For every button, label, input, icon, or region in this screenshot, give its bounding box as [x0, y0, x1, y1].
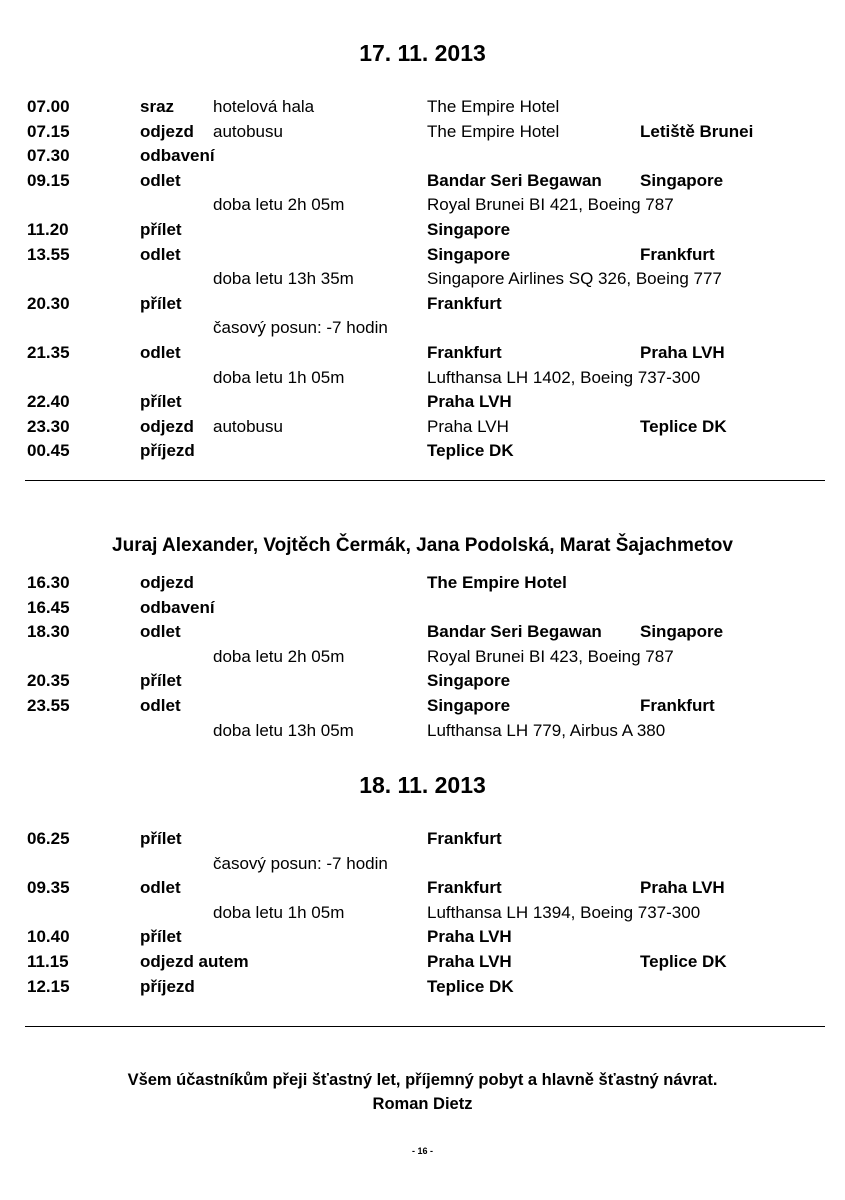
participants-names: Juraj Alexander, Vojtěch Čermák, Jana Podolská, Marat Šajachmetov	[112, 535, 733, 556]
location-cell: Singapore	[427, 671, 511, 691]
location-cell: Lufthansa LH 1402, Boeing 737-300	[427, 367, 701, 387]
action-cell: odlet	[140, 695, 181, 715]
destination-cell: Frankfurt	[640, 695, 715, 715]
action-cell: přílet	[140, 927, 182, 947]
time-cell: 09.15	[27, 170, 70, 190]
itinerary-row	[0, 169, 845, 194]
itinerary-row	[0, 852, 845, 877]
location-cell: Praha LVH	[427, 927, 512, 947]
itinerary-row	[0, 596, 845, 621]
itinerary-row	[0, 193, 845, 218]
divider-1	[25, 480, 825, 481]
time-cell: 11.20	[27, 219, 69, 239]
location-cell: Lufthansa LH 779, Airbus A 380	[427, 720, 666, 740]
action-cell: odjezd	[140, 121, 194, 141]
location-cell: Praha LVH	[427, 416, 509, 436]
location-cell: Bandar Seri Begawan	[427, 170, 602, 190]
itinerary-row	[0, 341, 845, 366]
time-cell: 12.15	[27, 976, 70, 996]
action-cell: odlet	[140, 622, 181, 642]
action-cell: přílet	[140, 392, 182, 412]
itinerary-row	[0, 95, 845, 120]
itinerary-row	[0, 645, 845, 670]
action-cell: přílet	[140, 293, 182, 313]
location-cell: The Empire Hotel	[427, 97, 560, 116]
location-cell: Singapore	[427, 219, 511, 239]
itinerary-row	[0, 144, 845, 169]
closing-wish: Všem účastníkům přeji šťastný let, příjemný pobyt a hlavně šťastný návrat.	[127, 1071, 718, 1089]
time-cell: 10.40	[27, 927, 70, 947]
time-cell: 07.15	[27, 121, 70, 141]
location-cell: Singapore	[427, 695, 511, 715]
location-cell: Singapore	[427, 244, 511, 264]
action-cell: odbavení	[140, 146, 215, 166]
itinerary-row	[0, 120, 845, 145]
itinerary-row	[0, 975, 845, 1000]
divider-2	[25, 1026, 825, 1027]
itinerary-row	[0, 950, 845, 975]
location-cell: Frankfurt	[427, 878, 502, 898]
time-cell: 16.45	[27, 597, 70, 617]
location-cell: Bandar Seri Begawan	[427, 622, 602, 642]
location-cell: Teplice DK	[427, 976, 514, 996]
destination-cell: Teplice DK	[640, 416, 727, 436]
destination-cell: Singapore	[640, 622, 724, 642]
itinerary-row	[0, 218, 845, 243]
location-cell: Frankfurt	[427, 829, 502, 848]
action-cell: příjezd	[140, 441, 195, 461]
itinerary-row	[0, 719, 845, 744]
itinerary-row	[0, 390, 845, 415]
time-cell: 09.35	[27, 878, 70, 898]
action-cell: přílet	[140, 671, 182, 691]
date-heading-1: 17. 11. 2013	[359, 40, 486, 66]
itinerary-row	[0, 571, 845, 596]
itinerary-row	[0, 925, 845, 950]
action-cell: odlet	[140, 244, 181, 264]
itinerary-row	[0, 316, 845, 341]
detail-cell: doba letu 13h 05m	[213, 720, 354, 740]
itinerary-table-3	[0, 827, 845, 999]
location-cell: Frankfurt	[427, 342, 502, 362]
time-cell: 18.30	[27, 622, 70, 642]
signature-name: Roman Dietz	[372, 1095, 473, 1113]
action-cell: odlet	[140, 342, 181, 362]
itinerary-row	[0, 243, 845, 268]
detail-cell: autobusu	[213, 416, 283, 436]
action-cell: odjezd	[140, 416, 194, 436]
itinerary-row	[0, 366, 845, 391]
location-cell: Teplice DK	[427, 441, 514, 461]
location-cell: The Empire Hotel	[427, 573, 567, 592]
itinerary-row	[0, 439, 845, 464]
destination-cell: Teplice DK	[640, 951, 727, 971]
date-heading-2: 18. 11. 2013	[359, 772, 486, 798]
time-cell: 23.30	[27, 416, 70, 436]
detail-cell: časový posun: -7 hodin	[213, 853, 388, 873]
destination-cell: Letiště Brunei	[640, 121, 754, 141]
itinerary-row	[0, 292, 845, 317]
itinerary-row	[0, 876, 845, 901]
time-cell: 07.30	[27, 146, 70, 166]
action-cell: odlet	[140, 878, 181, 898]
closing-message	[0, 1068, 845, 1116]
detail-cell: doba letu 1h 05m	[213, 902, 345, 922]
detail-cell: doba letu 2h 05m	[213, 195, 345, 215]
itinerary-row	[0, 694, 845, 719]
itinerary-table-1	[0, 95, 845, 464]
location-cell: Praha LVH	[427, 392, 512, 412]
itinerary-table-2	[0, 571, 845, 743]
location-cell: Praha LVH	[427, 951, 512, 971]
time-cell: 07.00	[27, 97, 70, 116]
itinerary-row	[0, 669, 845, 694]
detail-cell: časový posun: -7 hodin	[213, 318, 388, 338]
destination-cell: Praha LVH	[640, 342, 725, 362]
location-cell: Royal Brunei BI 423, Boeing 787	[427, 646, 674, 666]
action-cell: odbavení	[140, 597, 215, 617]
detail-cell: hotelová hala	[213, 97, 315, 116]
time-cell: 00.45	[27, 441, 70, 461]
action-cell: sraz	[140, 97, 175, 116]
action-cell: příjezd	[140, 976, 195, 996]
time-cell: 22.40	[27, 392, 70, 412]
itinerary-row	[0, 901, 845, 926]
destination-cell: Frankfurt	[640, 244, 715, 264]
location-cell: Singapore Airlines SQ 326, Boeing 777	[427, 269, 722, 289]
itinerary-row	[0, 415, 845, 440]
itinerary-row	[0, 620, 845, 645]
detail-cell: doba letu 13h 35m	[213, 269, 354, 289]
detail-cell: autobusu	[213, 121, 283, 141]
action-cell: odjezd	[140, 573, 194, 592]
action-cell: přílet	[140, 219, 182, 239]
itinerary-row	[0, 827, 845, 852]
action-cell: odjezd autem	[140, 951, 249, 971]
destination-cell: Singapore	[640, 170, 724, 190]
detail-cell: doba letu 2h 05m	[213, 646, 345, 666]
location-cell: Lufthansa LH 1394, Boeing 737-300	[427, 902, 701, 922]
time-cell: 11.15	[27, 951, 69, 971]
time-cell: 16.30	[27, 573, 70, 592]
page-number: - 16 -	[411, 1146, 433, 1156]
location-cell: Royal Brunei BI 421, Boeing 787	[427, 195, 674, 215]
location-cell: Frankfurt	[427, 293, 502, 313]
action-cell: odlet	[140, 170, 181, 190]
detail-cell: doba letu 1h 05m	[213, 367, 345, 387]
action-cell: přílet	[140, 829, 182, 848]
time-cell: 20.30	[27, 293, 70, 313]
time-cell: 20.35	[27, 671, 70, 691]
time-cell: 06.25	[27, 829, 70, 848]
time-cell: 13.55	[27, 244, 70, 264]
destination-cell: Praha LVH	[640, 878, 725, 898]
time-cell: 21.35	[27, 342, 70, 362]
location-cell: The Empire Hotel	[427, 121, 560, 141]
itinerary-row	[0, 267, 845, 292]
time-cell: 23.55	[27, 695, 70, 715]
